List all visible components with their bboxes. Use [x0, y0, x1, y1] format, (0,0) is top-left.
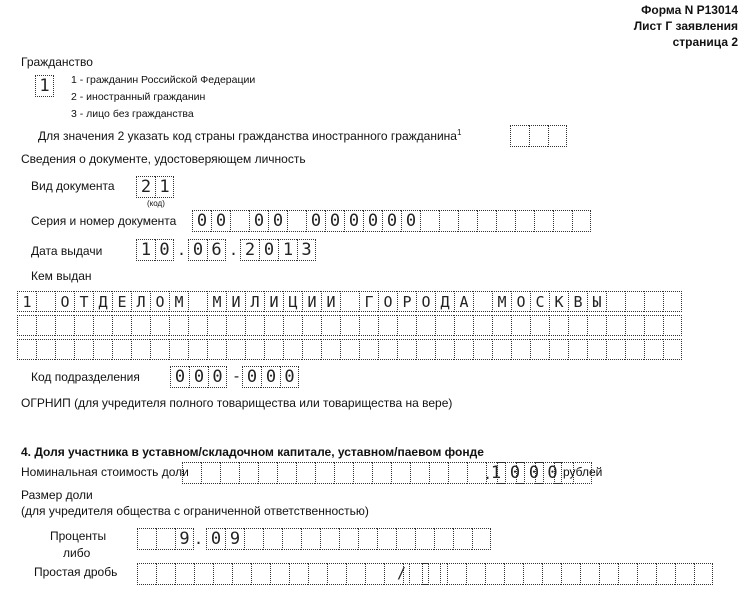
issued-by-cell[interactable] [112, 339, 131, 360]
issued-by-cell[interactable]: И [264, 291, 283, 312]
fraction-cell[interactable] [580, 563, 599, 585]
issued-by-cell[interactable] [397, 315, 416, 336]
issued-by-cell[interactable]: О [511, 291, 530, 312]
issued-by-cell[interactable] [36, 315, 55, 336]
fraction-cell[interactable] [327, 563, 346, 585]
fraction-cell[interactable] [599, 563, 618, 585]
fraction-cell[interactable] [365, 563, 384, 585]
issued-by-cell[interactable] [435, 315, 454, 336]
citizenship-option-1: 1 - гражданин Российской Федерации [71, 74, 256, 86]
nominal-cell[interactable] [258, 462, 277, 484]
issued-by-cell[interactable] [625, 315, 644, 336]
issued-by-cell[interactable] [587, 315, 606, 336]
subdivision-cell[interactable]: 0 [189, 366, 208, 388]
nominal-cell[interactable] [535, 462, 554, 484]
series-number-cell[interactable]: 0 [401, 210, 420, 232]
issued-by-cell[interactable]: Д [435, 291, 454, 312]
issued-by-cell[interactable] [93, 315, 112, 336]
issued-by-cell[interactable] [663, 291, 682, 312]
date-cell[interactable]: 2 [240, 239, 259, 261]
fraction-cell[interactable] [542, 563, 561, 585]
issued-by-cell[interactable] [568, 339, 587, 360]
fraction-cell[interactable] [232, 563, 251, 585]
series-number-cell[interactable] [534, 210, 553, 232]
nominal-cell[interactable] [497, 462, 516, 484]
series-number-cell[interactable]: 0 [344, 210, 363, 232]
sheet-title: Лист Г заявления [633, 19, 738, 33]
fraction-cell[interactable] [618, 563, 637, 585]
issued-by-cell[interactable]: Г [359, 291, 378, 312]
citizenship-field[interactable] [35, 75, 54, 97]
issue-date-day[interactable] [136, 239, 174, 261]
series-number-cell[interactable]: 0 [363, 210, 382, 232]
fraction-cell[interactable] [137, 563, 156, 585]
series-number-cell[interactable] [496, 210, 515, 232]
date-cell[interactable]: 0 [155, 239, 174, 261]
fraction-cell[interactable] [346, 563, 365, 585]
nominal-cell[interactable] [516, 462, 535, 484]
issued-by-cell[interactable]: Д [93, 291, 112, 312]
fraction-cell[interactable] [213, 563, 232, 585]
date-dot: . [229, 241, 239, 259]
fraction-cell[interactable] [504, 563, 523, 585]
issued-by-cell[interactable] [283, 315, 302, 336]
fraction-slash: / [397, 564, 407, 582]
fraction-cell[interactable] [194, 563, 213, 585]
fraction-cell[interactable] [409, 563, 428, 585]
issued-by-line-3[interactable] [17, 339, 682, 360]
fraction-cell[interactable] [656, 563, 675, 585]
footnote-mark: 1 [456, 128, 462, 137]
percent-integer[interactable] [137, 528, 194, 550]
issued-by-cell[interactable]: М [492, 291, 511, 312]
issued-by-cell[interactable] [511, 315, 530, 336]
subdivision-code-b[interactable] [242, 366, 299, 388]
percent-cell[interactable] [434, 528, 453, 550]
issued-by-cell[interactable]: А [454, 291, 473, 312]
issued-by-cell[interactable] [663, 315, 682, 336]
series-number-cell[interactable] [458, 210, 477, 232]
nominal-cell[interactable] [277, 462, 296, 484]
percent-cell[interactable] [339, 528, 358, 550]
issued-by-line-2[interactable] [17, 315, 682, 336]
subdivision-cell[interactable]: 0 [280, 366, 299, 388]
nominal-cell[interactable] [182, 462, 201, 484]
share-size-label: Размер доли [21, 488, 93, 502]
fraction-cell[interactable] [637, 563, 656, 585]
issued-by-cell[interactable] [511, 339, 530, 360]
issued-by-cell[interactable]: М [169, 291, 188, 312]
issued-by-cell[interactable] [606, 315, 625, 336]
fraction-cell[interactable] [289, 563, 308, 585]
percent-cell[interactable] [453, 528, 472, 550]
issued-by-cell[interactable] [17, 339, 36, 360]
nominal-cell[interactable] [410, 462, 429, 484]
series-number-cell[interactable]: 0 [306, 210, 325, 232]
series-number-cell[interactable]: 0 [382, 210, 401, 232]
date-cell[interactable]: 0 [188, 239, 207, 261]
or-label: либо [63, 546, 91, 560]
currency-label: рублей [563, 465, 603, 479]
issued-by-cell[interactable] [644, 291, 663, 312]
issued-by-cell[interactable] [340, 315, 359, 336]
fraction-cell[interactable] [156, 563, 175, 585]
series-number-cell[interactable] [439, 210, 458, 232]
nominal-cell[interactable] [296, 462, 315, 484]
issue-date-label: Дата выдачи [31, 244, 103, 258]
issued-by-cell[interactable] [416, 339, 435, 360]
nominal-cell[interactable] [315, 462, 334, 484]
issued-by-cell[interactable] [568, 315, 587, 336]
country-code-cell[interactable] [510, 125, 529, 147]
percent-cell[interactable] [244, 528, 263, 550]
issued-by-cell[interactable] [321, 315, 340, 336]
nominal-cell[interactable] [429, 462, 448, 484]
nominal-value-label: Номинальная стоимость доли [21, 465, 189, 479]
issued-by-cell[interactable] [131, 315, 150, 336]
issue-date-year[interactable] [240, 239, 316, 261]
subdivision-code-a[interactable] [170, 366, 227, 388]
nominal-cell[interactable] [391, 462, 410, 484]
fraction-cell[interactable] [523, 563, 542, 585]
issued-by-cell[interactable] [93, 339, 112, 360]
fraction-cell[interactable] [447, 563, 466, 585]
country-code-cell[interactable] [548, 125, 567, 147]
series-number-cell[interactable]: 0 [192, 210, 211, 232]
issued-by-cell[interactable] [530, 315, 549, 336]
issued-by-label: Кем выдан [31, 269, 92, 283]
series-number-label: Серия и номер документа [31, 214, 177, 228]
issued-by-cell[interactable] [378, 315, 397, 336]
citizenship-cell[interactable]: 1 [35, 75, 54, 97]
percent-cell[interactable] [415, 528, 434, 550]
issued-by-cell[interactable] [435, 339, 454, 360]
fraction-cell[interactable] [428, 563, 447, 585]
issued-by-cell[interactable] [188, 315, 207, 336]
issued-by-cell[interactable] [359, 339, 378, 360]
doc-type-field[interactable] [136, 176, 174, 198]
issued-by-cell[interactable] [473, 315, 492, 336]
fraction-cell[interactable] [694, 563, 713, 585]
issued-by-cell[interactable]: Р [397, 291, 416, 312]
issued-by-cell[interactable] [188, 339, 207, 360]
issued-by-cell[interactable] [549, 315, 568, 336]
issued-by-cell[interactable] [321, 339, 340, 360]
subdivision-label: Код подразделения [31, 370, 140, 384]
issued-by-cell[interactable]: И [321, 291, 340, 312]
series-number-cell[interactable] [553, 210, 572, 232]
issued-by-cell[interactable] [606, 339, 625, 360]
issued-by-cell[interactable] [36, 291, 55, 312]
issued-by-cell[interactable] [302, 315, 321, 336]
citizenship-option-2: 2 - иностранный гражданин [71, 91, 206, 103]
percent-cell[interactable] [358, 528, 377, 550]
issued-by-cell[interactable] [644, 315, 663, 336]
fraction-cell[interactable] [485, 563, 504, 585]
series-number-cell[interactable] [515, 210, 534, 232]
issued-by-cell[interactable]: 1 [17, 291, 36, 312]
issued-by-cell[interactable]: И [302, 291, 321, 312]
series-number-cell[interactable] [477, 210, 496, 232]
fraction-cell[interactable] [675, 563, 694, 585]
issued-by-cell[interactable]: С [530, 291, 549, 312]
issued-by-cell[interactable] [112, 315, 131, 336]
series-number-cell[interactable] [230, 210, 249, 232]
issued-by-cell[interactable] [264, 315, 283, 336]
doc-type-cell[interactable]: 1 [155, 176, 174, 198]
subdivision-cell[interactable]: 0 [242, 366, 261, 388]
date-cell[interactable]: 3 [297, 239, 316, 261]
country-code-text: Для значения 2 указать код страны гражданства иностранного гражданина [38, 129, 457, 143]
issued-by-cell[interactable] [340, 291, 359, 312]
issued-by-cell[interactable] [454, 339, 473, 360]
issued-by-cell[interactable] [150, 339, 169, 360]
date-cell[interactable]: 1 [136, 239, 155, 261]
nominal-cell[interactable]: 0 [543, 462, 562, 484]
fraction-denominator[interactable] [409, 563, 713, 585]
issued-by-cell[interactable]: Ы [587, 291, 606, 312]
series-number-cell[interactable]: 0 [325, 210, 344, 232]
issued-by-cell[interactable] [644, 339, 663, 360]
percent-dot: . [194, 530, 204, 548]
issued-by-cell[interactable]: О [55, 291, 74, 312]
country-code-field[interactable] [510, 125, 567, 147]
issued-by-line-1[interactable] [17, 291, 682, 312]
series-number-cell[interactable] [420, 210, 439, 232]
issued-by-cell[interactable]: К [549, 291, 568, 312]
fraction-cell[interactable] [270, 563, 289, 585]
percent-cell[interactable] [263, 528, 282, 550]
percent-cell[interactable] [472, 528, 491, 550]
issued-by-cell[interactable] [416, 315, 435, 336]
issued-by-cell[interactable]: И [226, 291, 245, 312]
issued-by-cell[interactable] [606, 291, 625, 312]
issued-by-cell[interactable] [530, 339, 549, 360]
share-section-title: 4. Доля участника в уставном/складочном капитале, уставном/паевом фонде [21, 445, 484, 459]
percent-label: Проценты [50, 529, 107, 543]
nominal-cell[interactable]: 0 [505, 462, 524, 484]
nominal-cell[interactable]: 1 [486, 462, 505, 484]
country-code-label [38, 128, 461, 144]
issued-by-cell[interactable] [454, 315, 473, 336]
doc-type-hint: (код) [147, 199, 165, 208]
page-number: страница 2 [672, 35, 738, 49]
issued-by-cell[interactable] [340, 339, 359, 360]
issued-by-cell[interactable]: Л [131, 291, 150, 312]
issued-by-cell[interactable] [549, 339, 568, 360]
issued-by-cell[interactable] [587, 339, 606, 360]
percent-cell[interactable]: 9 [225, 528, 244, 550]
issued-by-cell[interactable] [74, 339, 93, 360]
doc-type-label: Вид документа [31, 179, 115, 193]
percent-cell[interactable] [396, 528, 415, 550]
issued-by-cell[interactable] [625, 339, 644, 360]
percent-cell[interactable] [137, 528, 156, 550]
issued-by-cell[interactable]: О [416, 291, 435, 312]
issued-by-cell[interactable] [169, 339, 188, 360]
nominal-dot: . [483, 465, 493, 483]
date-cell[interactable]: 6 [207, 239, 226, 261]
issued-by-cell[interactable] [264, 339, 283, 360]
percent-cell[interactable] [377, 528, 396, 550]
issued-by-cell[interactable] [150, 315, 169, 336]
issued-by-cell[interactable] [226, 315, 245, 336]
series-number-field[interactable] [192, 210, 591, 232]
fraction-cell[interactable] [251, 563, 270, 585]
nominal-cell[interactable] [372, 462, 391, 484]
form-number: Форма N Р13014 [641, 3, 738, 17]
subdivision-cell[interactable]: 0 [208, 366, 227, 388]
percent-cell[interactable] [282, 528, 301, 550]
nominal-cell[interactable] [353, 462, 372, 484]
subdivision-cell[interactable]: 0 [261, 366, 280, 388]
issued-by-cell[interactable]: Л [245, 291, 264, 312]
country-code-cell[interactable] [529, 125, 548, 147]
issued-by-cell[interactable] [283, 339, 302, 360]
issued-by-cell[interactable] [226, 339, 245, 360]
subdivision-dash: - [232, 367, 242, 385]
citizenship-option-3: 3 - лицо без гражданства [71, 108, 194, 120]
citizenship-label: Гражданство [21, 55, 93, 69]
issued-by-cell[interactable] [492, 339, 511, 360]
issued-by-cell[interactable] [473, 339, 492, 360]
issued-by-cell[interactable] [245, 339, 264, 360]
series-number-cell[interactable]: 0 [268, 210, 287, 232]
percent-cell[interactable] [301, 528, 320, 550]
fraction-label: Простая дробь [34, 565, 118, 579]
issued-by-cell[interactable] [302, 339, 321, 360]
series-number-cell[interactable] [572, 210, 591, 232]
issued-by-cell[interactable]: М [207, 291, 226, 312]
issue-date-month[interactable] [188, 239, 226, 261]
issued-by-cell[interactable] [625, 291, 644, 312]
share-size-note: (для учредителя общества с ограниченной ответственностью) [21, 504, 369, 518]
identity-doc-section-label: Сведения о документе, удостоверяющем личность [21, 152, 306, 166]
percent-cell[interactable]: 9 [175, 528, 194, 550]
issued-by-cell[interactable] [473, 291, 492, 312]
percent-fraction[interactable] [206, 528, 491, 550]
nominal-cell[interactable]: 0 [524, 462, 543, 484]
percent-cell[interactable] [320, 528, 339, 550]
issued-by-cell[interactable] [359, 315, 378, 336]
fraction-numerator[interactable] [137, 563, 441, 585]
doc-type-cell[interactable]: 2 [136, 176, 155, 198]
issued-by-cell[interactable] [397, 339, 416, 360]
series-number-cell[interactable]: 0 [211, 210, 230, 232]
fraction-cell[interactable] [175, 563, 194, 585]
date-cell[interactable]: 0 [259, 239, 278, 261]
fraction-cell[interactable] [561, 563, 580, 585]
fraction-cell[interactable] [308, 563, 327, 585]
issued-by-cell[interactable]: О [150, 291, 169, 312]
issued-by-cell[interactable] [36, 339, 55, 360]
issued-by-cell[interactable]: Е [112, 291, 131, 312]
nominal-cell[interactable] [201, 462, 220, 484]
issued-by-cell[interactable] [378, 339, 397, 360]
series-number-cell[interactable] [287, 210, 306, 232]
issued-by-cell[interactable] [169, 315, 188, 336]
nominal-cell[interactable] [448, 462, 467, 484]
fraction-cell[interactable] [466, 563, 485, 585]
issued-by-cell[interactable] [207, 339, 226, 360]
percent-cell[interactable] [156, 528, 175, 550]
issued-by-cell[interactable]: В [568, 291, 587, 312]
issued-by-cell[interactable] [188, 291, 207, 312]
issued-by-cell[interactable]: О [378, 291, 397, 312]
series-number-cell[interactable]: 0 [249, 210, 268, 232]
issued-by-cell[interactable] [74, 315, 93, 336]
nominal-cell[interactable] [334, 462, 353, 484]
nominal-cell[interactable] [239, 462, 258, 484]
percent-cell[interactable]: 0 [206, 528, 225, 550]
issued-by-cell[interactable] [131, 339, 150, 360]
issued-by-cell[interactable] [17, 315, 36, 336]
ogrnip-label: ОГРНИП (для учредителя полного товарищества или товарищества на вере) [21, 396, 453, 410]
issued-by-cell[interactable]: Т [74, 291, 93, 312]
issued-by-cell[interactable]: Ц [283, 291, 302, 312]
issued-by-cell[interactable] [245, 315, 264, 336]
subdivision-cell[interactable]: 0 [170, 366, 189, 388]
issued-by-cell[interactable] [55, 315, 74, 336]
issued-by-cell[interactable] [492, 315, 511, 336]
nominal-cell[interactable] [220, 462, 239, 484]
issued-by-cell[interactable] [55, 339, 74, 360]
date-cell[interactable]: 1 [278, 239, 297, 261]
issued-by-cell[interactable] [207, 315, 226, 336]
date-dot: . [177, 241, 187, 259]
issued-by-cell[interactable] [663, 339, 682, 360]
